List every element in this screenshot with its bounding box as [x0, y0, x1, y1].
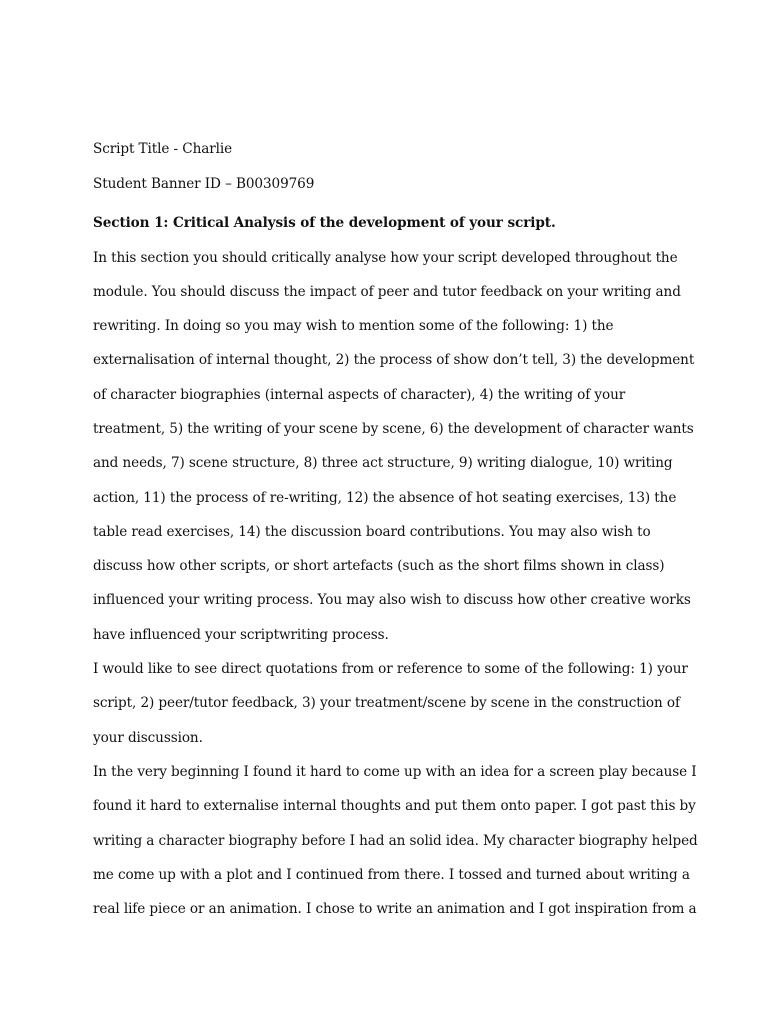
paragraph-line: real life piece or an animation. I chose to write an animation and I got inspiration from a [93, 901, 697, 918]
paragraph-line: and needs, 7) scene structure, 8) three act structure, 9) writing dialogue, 10) writing [93, 455, 673, 472]
paragraph-line: module. You should discuss the impact of peer and tutor feedback on your writing and [93, 283, 681, 300]
paragraph-line: In this section you should critically analyse how your script developed throughout the [93, 249, 678, 266]
paragraph-line: table read exercises, 14) the discussion board contributions. You may also wish to [93, 523, 651, 540]
paragraph-line: influenced your writing process. You may also wish to discuss how other creative works [93, 592, 691, 609]
section-heading: Section 1: Critical Analysis of the development of your script. [93, 215, 556, 231]
paragraph-line: rewriting. In doing so you may wish to mention some of the following: 1) the [93, 318, 614, 335]
paragraph-line: action, 11) the process of re-writing, 12) the absence of hot seating exercises, 13) the [93, 489, 677, 506]
paragraph-line: of character biographies (internal aspects of character), 4) the writing of your [93, 386, 626, 403]
paragraph-line: me come up with a plot and I continued from there. I tossed and turned about writing a [93, 866, 690, 883]
paragraph-line: found it hard to externalise internal thoughts and put them onto paper. I got past this by [93, 798, 696, 815]
document-body [93, 139, 698, 919]
paragraph-line: your discussion. [93, 729, 203, 746]
paragraph-line: externalisation of internal thought, 2) the process of show don’t tell, 3) the development [93, 352, 695, 369]
script-title: Script Title - Charlie [93, 141, 233, 157]
paragraph-line: discuss how other scripts, or short artefacts (such as the short films shown in class) [93, 558, 665, 575]
paragraph-line: In the very beginning I found it hard to come up with an idea for a screen play because I [93, 763, 697, 780]
paragraph-line: have influenced your scriptwriting process. [93, 626, 389, 643]
paragraph-line: writing a character biography before I had an solid idea. My character biography helped [93, 832, 698, 849]
student-id: Student Banner ID – B00309769 [93, 176, 315, 192]
paragraph-line: I would like to see direct quotations from or reference to some of the following: 1) your [93, 661, 688, 678]
paragraph-quotations [93, 659, 688, 748]
paragraph-instructions [93, 248, 695, 645]
paragraph-line: script, 2) peer/tutor feedback, 3) your treatment/scene by scene in the construction of [93, 695, 680, 712]
paragraph-line: treatment, 5) the writing of your scene by scene, 6) the development of character wants [93, 420, 694, 437]
paragraph-response [93, 762, 698, 919]
